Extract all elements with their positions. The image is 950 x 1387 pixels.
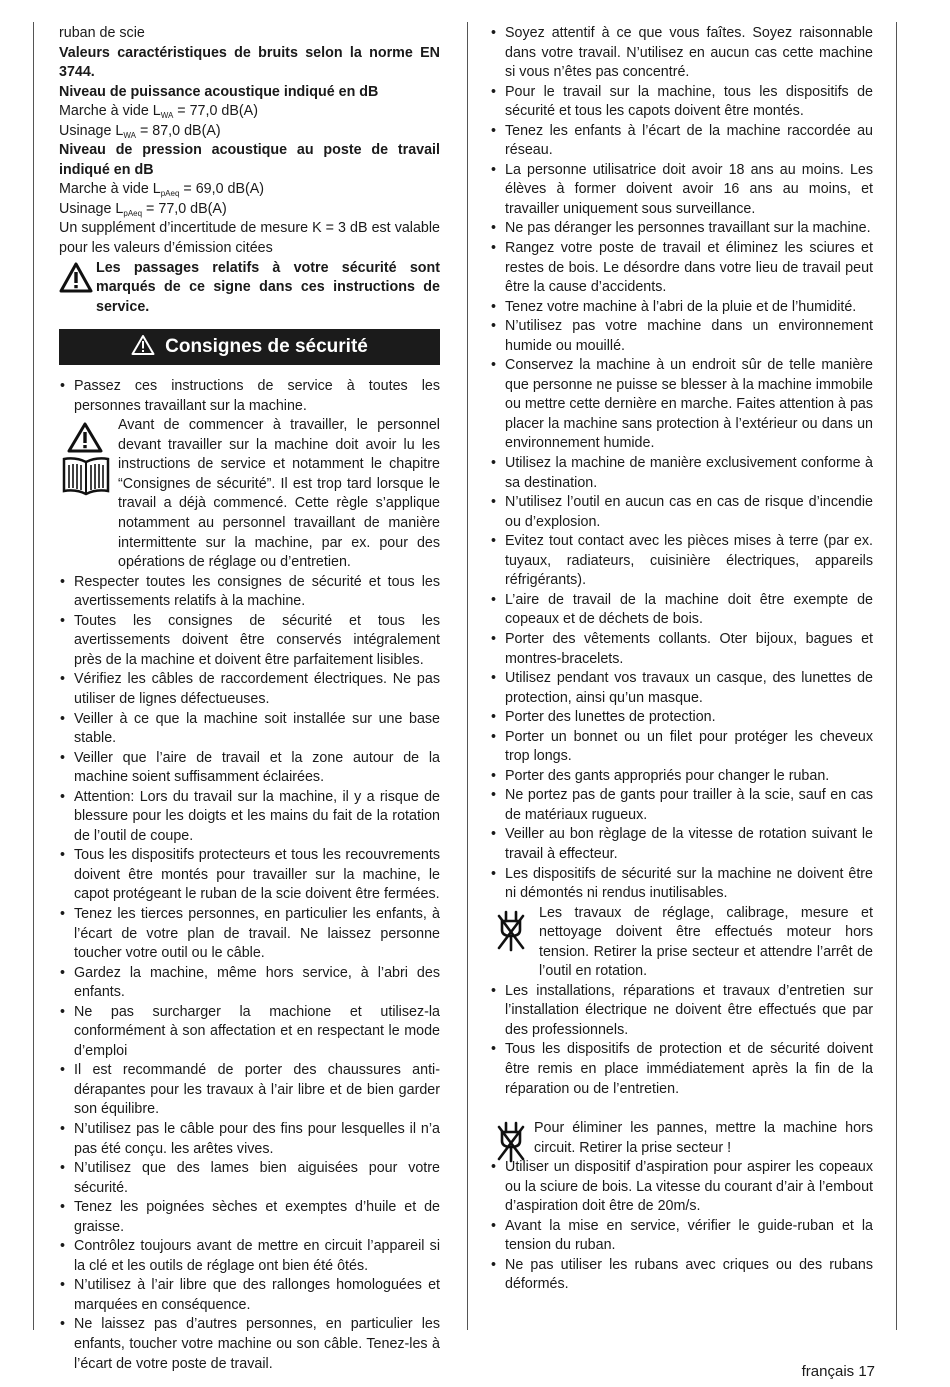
list-item: • Toutes les consignes de sécurité et tous les avertissements doivent être conservés intégralement près de la machine et doivent être parfaitement lisibles. (59, 612, 440, 671)
list-item: • Les dispositifs de sécurité sur la machine ne doivent être ni démontés ni rendus inutilisables. (490, 865, 873, 904)
list-item: • Porter un bonnet ou un filet pour protéger les cheveux trop longs. (490, 728, 873, 767)
pressure-idle: Marche à vide $L_{pAeq} = 69,0$ dB(A) (59, 181, 265, 199)
section-banner (59, 329, 440, 365)
unplug-note-2: Pour éliminer les pannes, mettre la machine hors circuit. Retirer la prise secteur ! (490, 1119, 873, 1158)
intro-text: ruban de scie (59, 25, 145, 41)
manual-note: Avant de commencer à travailler, le personnel devant travailler sur la machine doit avoir lu les instructions de service et notamment le chapitre “Consignes de sécurité”. Il est trop tard lorsque le travail a déjà commencé. Cette règle s’applique notamment au personnel travaillant de manière intermittente sur la machine, par ex. pour des opérations de réglage ou d’entretien. (59, 416, 440, 572)
power-load: Usinage $L_{WA} = 87,0$ dB(A) (59, 122, 221, 140)
pressure-heading: Niveau de pression acoustique au poste de travail indiqué en dB (59, 142, 440, 178)
warning-triangle-icon (131, 334, 165, 361)
list-item: • Utiliser un dispositif d’aspiration pour aspirer les copeaux ou la sciure de bois. La vitesse du courant d’air à l’embout d’aspiration doit être de 20m/s. (490, 1158, 873, 1217)
list-item: • Evitez tout contact avec les pièces mises à terre (par ex. tuyaux, radiateurs, cuisinière électriques, appareils réfrigérants). (490, 532, 873, 591)
list-item: • Rangez votre poste de travail et éliminez les sciures et restes de bois. Le désordre dans votre lieu de travail peut être la cause d’accidents. (490, 239, 873, 298)
list-item: • N’utilisez à l’air libre que des rallonges homologuées et marquées en conséquence. (59, 1276, 440, 1315)
uncertainty-text: Un supplément d’incertitude de mesure K = 3 dB est valable pour les valeurs d’émission citées (59, 220, 440, 257)
list-item: • Les installations, réparations et travaux d’entretien sur l’installation électrique ne doivent être effectués que par des professionnels. (490, 982, 873, 1041)
pressure-load: Usinage $L_{pAeq} = 77,0$ dB(A) (59, 200, 227, 218)
power-heading: Niveau de puissance acoustique indiqué en dB (59, 83, 379, 100)
right-margin-rule (896, 22, 897, 1330)
list-item: • Conservez la machine à un endroit sûr de telle manière que personne ne puisse se blesser à la machine immobile ou mettre cette dernière en marche. Faites attention à pas placer la machine sans protection à l’extérieur ou dans un environnement humide. (490, 356, 873, 454)
power-idle: Marche à vide $L_{WA} = 77,0$ dB(A) (59, 103, 258, 121)
section-title: Consignes de sécurité (165, 336, 368, 358)
left-list-a (59, 377, 440, 416)
list-item: • N’utilisez pas le câble pour des fins pour lesquelles il n’a pas été conçu. les arêtes vives. (59, 1120, 440, 1159)
list-item: • Porter des vêtements collants. Oter bijoux, bagues et montres-bracelets. (490, 630, 873, 669)
list-item: • N’utilisez pas votre machine dans un environnement humide ou mouillé. (490, 317, 873, 356)
center-rule (467, 22, 468, 1330)
list-item: • Passez ces instructions de service à toutes les personnes travaillant sur la machine. (59, 377, 440, 416)
list-item: • Gardez la machine, même hors service, à l’abri des enfants. (59, 964, 440, 1003)
list-item: • Tous les dispositifs protecteurs et tous les recouvrements doivent être montés pour travailler sur la machine, le capot protégeant le ruban de la scie doivent être fermées. (59, 846, 440, 905)
list-item: • La personne utilisatrice doit avoir 18 ans au moins. Les élèves à former doivent avoir 16 ans au moins, et travailler uniquement sous surveillance. (490, 161, 873, 220)
warning-triangle-icon (59, 262, 93, 300)
list-item: • Pour le travail sur la machine, tous les dispositifs de sécurité et tous les capots doivent être montés. (490, 83, 873, 122)
list-item: • Vérifiez les câbles de raccordement électriques. Ne pas utiliser de lignes défectueuses. (59, 670, 440, 709)
list-item: • Ne portez pas de gants pour trailler à la scie, sauf en cas de matériaux rugueux. (490, 786, 873, 825)
list-item: • Porter des gants appropriés pour changer le ruban. (490, 767, 873, 787)
list-item: • Veiller au bon règlage de la vitesse de rotation suivant le travail à effecteur. (490, 825, 873, 864)
list-item: • Tous les dispositifs de protection et de sécurité doivent être remis en place immédiatement après la fin de la réparation ou de l’entretien. (490, 1040, 873, 1099)
list-item: • Contrôlez toujours avant de mettre en circuit l’appareil si la clé et les outils de réglage ont bien été ôtés. (59, 1237, 440, 1276)
noise-heading: Valeurs caractéristiques de bruits selon la norme EN 3744. (59, 44, 440, 81)
list-item: • Tenez les poignées sèches et exemptes d’huile et de graisse. (59, 1198, 440, 1237)
right-list-a (490, 24, 873, 904)
left-margin-rule (33, 22, 34, 1330)
list-item: • Ne laissez pas d’autres personnes, en particulier les enfants, toucher votre machine ou son câble. Tenez-les à l’écart de votre poste de travail. (59, 1315, 440, 1374)
list-item: • N’utilisez que des lames bien aiguisées pour votre sécurité. (59, 1159, 440, 1198)
list-item: • Tenez les tierces personnes, en particulier les enfants, à l’écart de votre plan de travail. Ne laissez personne toucher votre outil ou le câble. (59, 905, 440, 964)
list-item: • Respecter toutes les consignes de sécurité et tous les avertissements relatifs à la machine. (59, 573, 440, 612)
left-list-b (59, 573, 440, 1374)
list-item: • L’aire de travail de la machine doit être exempte de copeaux et de déchets de bois. (490, 591, 873, 630)
list-item: • Tenez les enfants à l’écart de la machine raccordée au réseau. (490, 122, 873, 161)
list-item: • Attention: Lors du travail sur la machine, il y a risque de blessure pour les doigts et les mains du fait de la rotation de l’outil de coupe. (59, 788, 440, 847)
warning-note: Les passages relatifs à votre sécurité sont marqués de ce signe dans ces instructions de service. (59, 259, 440, 318)
page-footer: français 17 (801, 1363, 875, 1380)
list-item: • Utilisez pendant vos travaux un casque, des lunettes de protection, ainsi qu’un masque. (490, 669, 873, 708)
unplug-note-1: Les travaux de réglage, calibrage, mesure et nettoyage doivent être effectués moteur hors tension. Retirer la prise secteur et attendre l’arrêt de l’outil en rotation. (490, 904, 873, 982)
list-item: • Ne pas surcharger la machione et utilisez-la conformément à son affectation et en respectant le mode d’emploi (59, 1003, 440, 1062)
list-item: • Porter des lunettes de protection. (490, 708, 873, 728)
list-item: • Ne pas déranger les personnes travaillant sur la machine. (490, 219, 873, 239)
list-item: • Ne pas utiliser les rubans avec criques ou des rubans déformés. (490, 1256, 873, 1295)
right-column (490, 24, 873, 1295)
warning-triangle-icon (67, 422, 103, 460)
manual-book-icon (61, 456, 111, 503)
unplug-icon (496, 910, 526, 959)
list-item: • Il est recommandé de porter des chaussures anti-dérapantes pour les travaux à l’air libre et de bien garder son équilibre. (59, 1061, 440, 1120)
list-item: • Veiller à ce que la machine soit installée sur une base stable. (59, 710, 440, 749)
list-item: • Veiller que l’aire de travail et la zone autour de la machine soient suffisamment éclairées. (59, 749, 440, 788)
right-list-c (490, 1158, 873, 1295)
list-item: • N’utilisez l’outil en aucun cas en cas de risque d’incendie ou d’explosion. (490, 493, 873, 532)
right-list-b (490, 982, 873, 1099)
list-item: • Utilisez la machine de manière exclusivement conforme à sa destination. (490, 454, 873, 493)
list-item: • Tenez votre machine à l’abri de la pluie et de l’humidité. (490, 298, 873, 318)
left-column (59, 24, 440, 1374)
list-item: • Soyez attentif à ce que vous faîtes. Soyez raisonnable dans votre travail. N’utilisez en aucun cas cette machine si vous n’êtes pas concentré. (490, 24, 873, 83)
list-item: • Avant la mise en service, vérifier le guide-ruban et la tension du ruban. (490, 1217, 873, 1256)
